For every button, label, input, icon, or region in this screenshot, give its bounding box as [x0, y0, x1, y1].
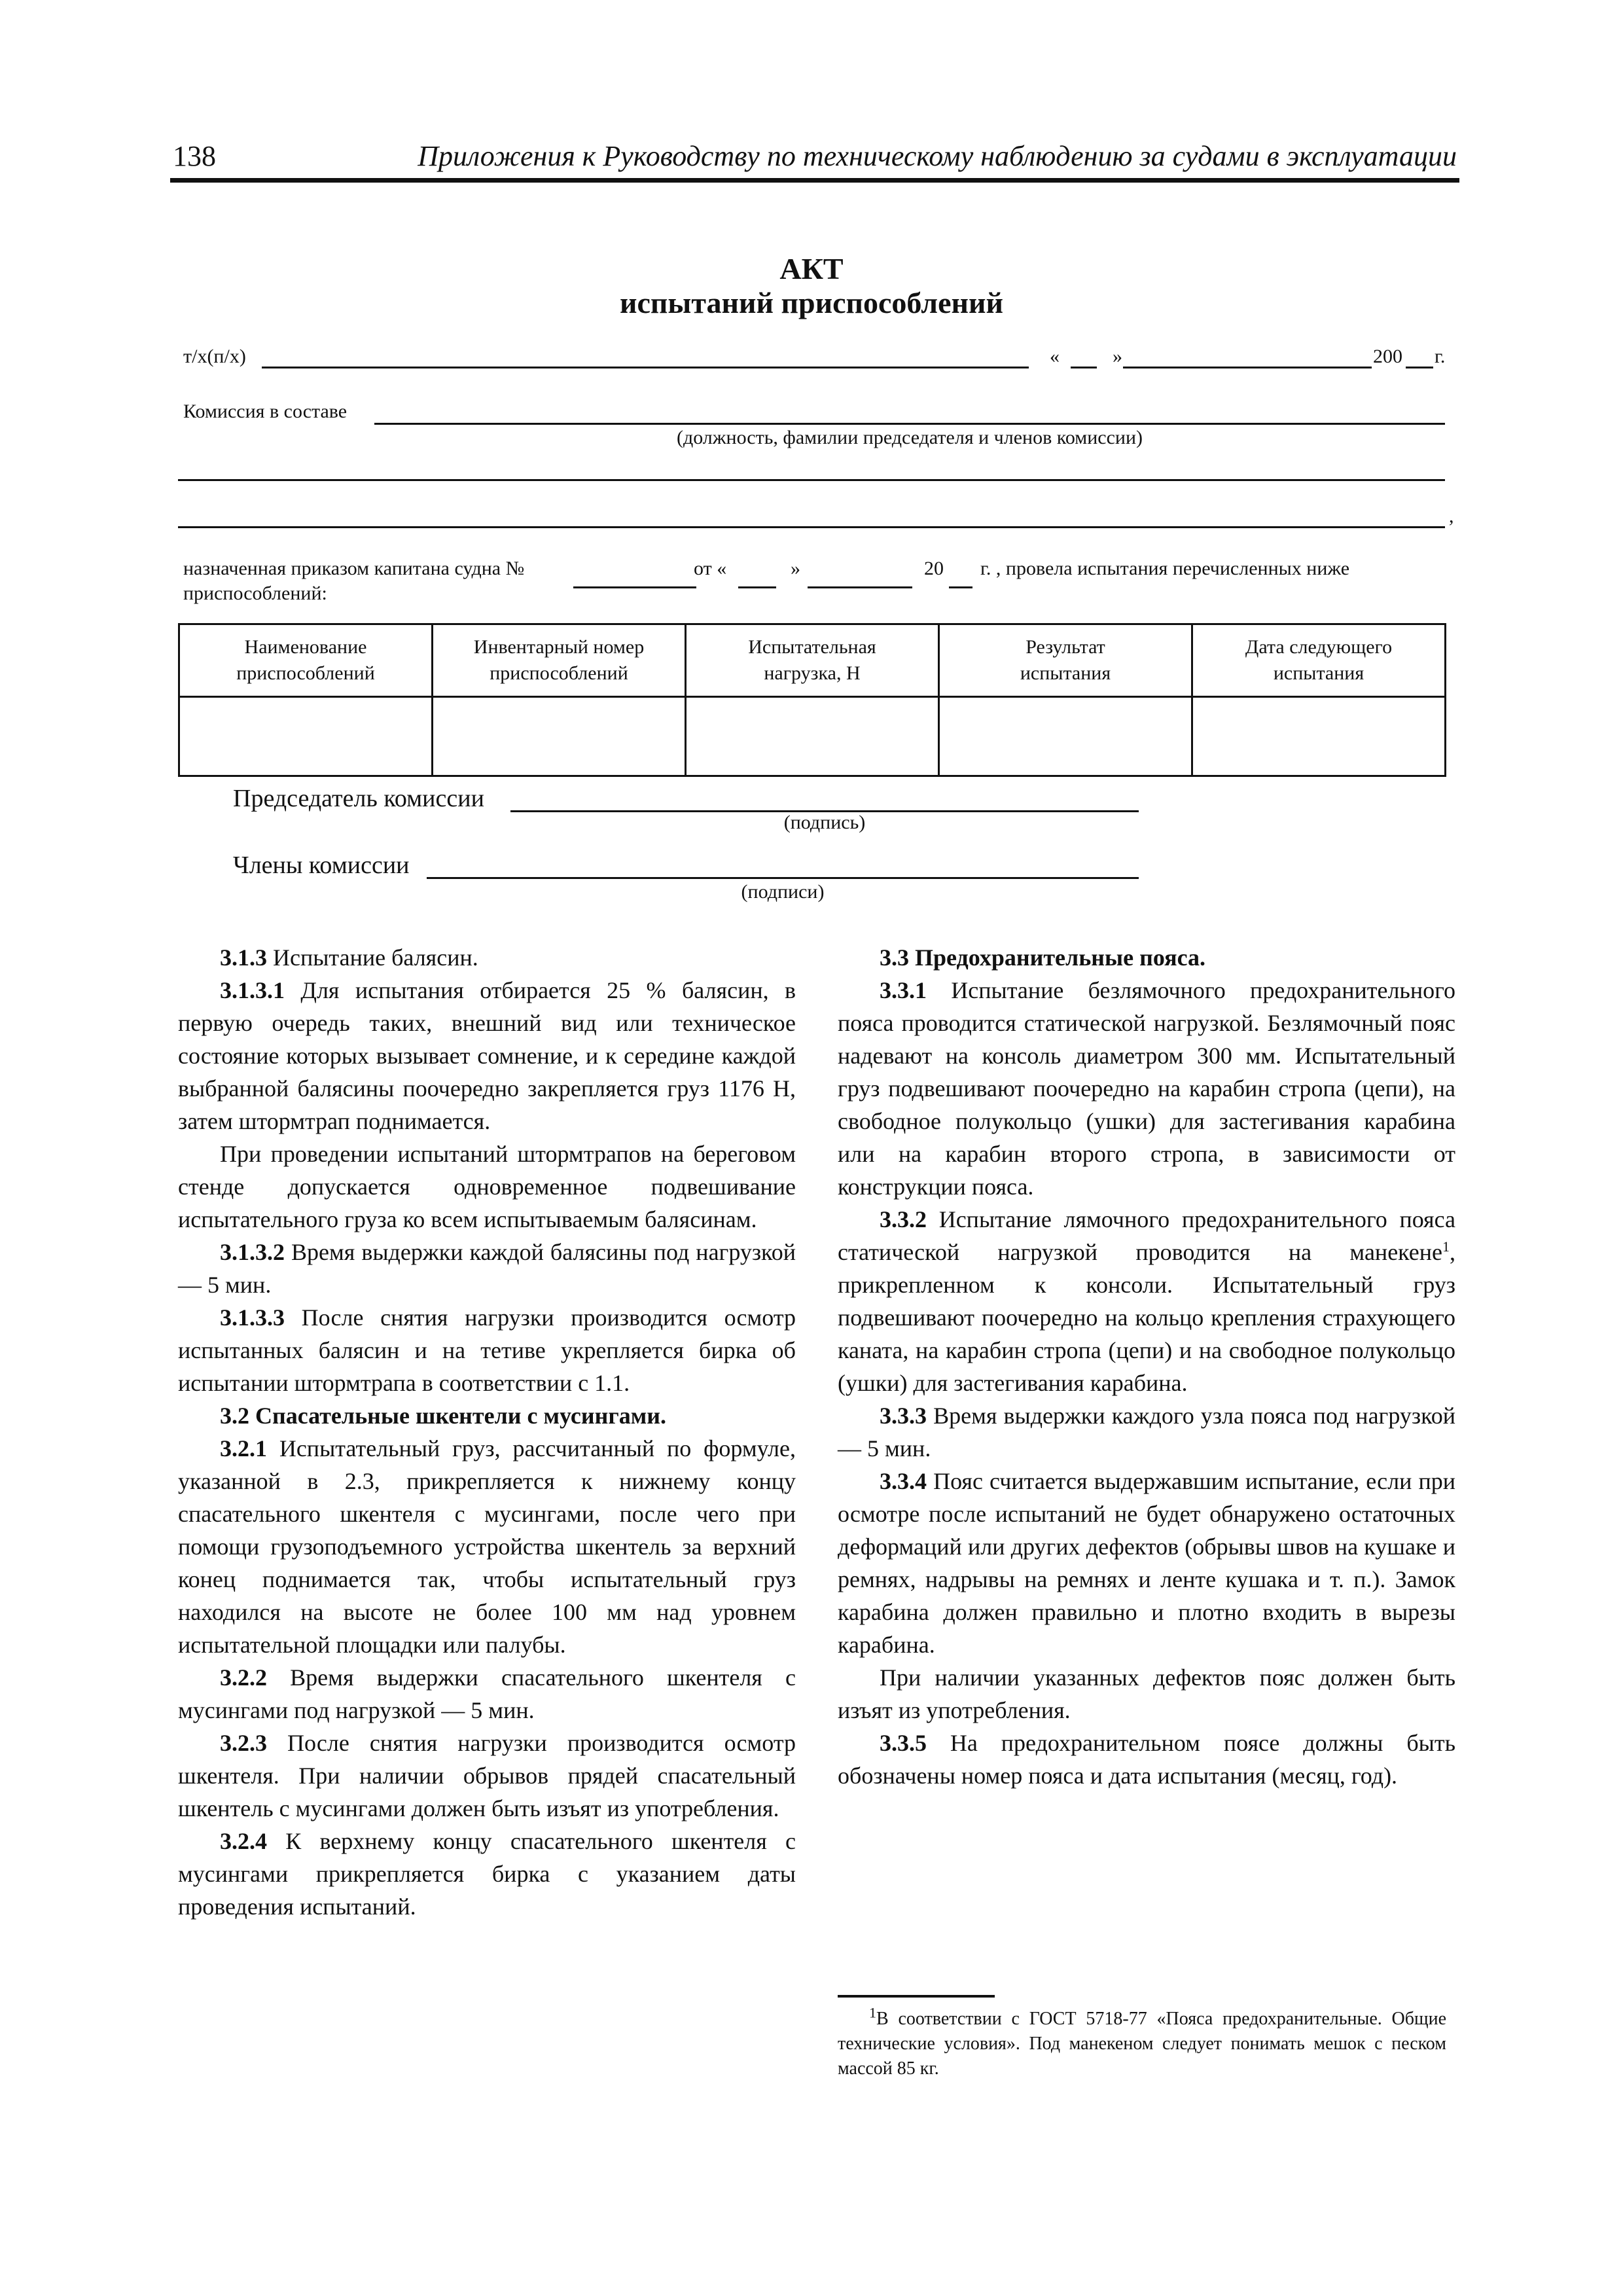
order-month-line[interactable] — [808, 586, 912, 588]
date-close-quote: » — [1113, 346, 1122, 367]
right-text-column — [838, 941, 1455, 1792]
table-header-row — [179, 624, 1446, 697]
para-defects: При наличии указанных дефектов пояс должен быть изъят из употребления. — [838, 1664, 1455, 1723]
para-3-3-2: 3.3.2 Испытание лямочного предохранительного пояса статической нагрузкой проводится на манекене$^1$, прикрепленном к консоли. Испытательный груз подвешивают поочередно на кольцо крепления страхующего каната, на карабин стропа (цепи) и на свободное полукольцо (ушки) для застегивания карабина. — [838, 1206, 1455, 1396]
date-month-line[interactable] — [1123, 367, 1372, 368]
date-day-line[interactable] — [1071, 367, 1097, 368]
table-header-inventory: Инвентарный номер приспособлений — [433, 624, 686, 697]
table-header-result: Результат испытания — [939, 624, 1192, 697]
order-day-line[interactable] — [738, 586, 776, 588]
table-header-load: Испытательная нагрузка, Н — [686, 624, 939, 697]
footnote-ref[interactable]: 1 — [1442, 1238, 1450, 1255]
para-3-3-1: 3.3.1 Испытание безлямочного предохранительного пояса проводится статической нагрузкой. Безлямочный пояс надевают на консоль диаметром 300 мм. Испытательный груз подвешивают поочередно на карабин стропа (цепи), на свободное полукольцо (ушки) для застегивания карабина или на карабин второго стропа, в зависимости от конструкции пояса. — [838, 977, 1455, 1200]
para-3-1-3-1: 3.1.3.1 Для испытания отбирается 25 % балясин, в первую очередь таких, внешний вид или техническое состояние которых вызывает сомнение, и к середине каждой выбранной балясины поочередно закрепляется груз 1176 Н, затем штормтрап поднимается. — [178, 977, 796, 1134]
commission-line-1[interactable] — [374, 423, 1445, 425]
form-title: АКТ — [779, 252, 844, 285]
members-label: Члены комиссии — [233, 852, 410, 879]
order-text-end: г. , провела испытания перечисленных ниже — [980, 558, 1350, 579]
form-subtitle: испытаний приспособлений — [619, 286, 1004, 319]
footnote — [838, 2004, 1446, 2081]
para-3-1-3: 3.1.3 Испытание балясин. — [220, 944, 478, 971]
order-text-start: назначенная приказом капитана судна № — [183, 558, 525, 579]
table-cell-next-date[interactable] — [1192, 697, 1446, 776]
members-signature-line[interactable] — [427, 877, 1139, 879]
chairman-caption: (подпись) — [783, 812, 866, 833]
para-3-2-2: 3.2.2 Время выдержки спасательного шкентеля с мусингами под нагрузкой — 5 мин. — [178, 1664, 796, 1723]
footnote-text: В соответствии с ГОСТ 5718-77 «Пояса предохранительные. Общие технические условия». Под манекеном следует понимать мешок с песком массой 85 кг. — [838, 2009, 1446, 2079]
order-number-line[interactable] — [573, 586, 696, 588]
ship-name-line[interactable] — [262, 367, 1029, 368]
footnote-separator — [838, 1995, 995, 1998]
chairman-label: Председатель комиссии — [233, 785, 484, 812]
running-header — [170, 136, 1459, 183]
commission-caption: (должность, фамилии председателя и членов комиссии) — [676, 427, 1143, 448]
commission-comma: , — [1449, 505, 1454, 527]
table-cell-inventory[interactable] — [433, 697, 686, 776]
para-3-2-4: 3.2.4 К верхнему концу спасательного шкентеля с мусингами прикрепляется бирка с указанием даты проведения испытаний. — [178, 1828, 796, 1920]
commission-line-3[interactable] — [178, 526, 1445, 528]
running-title: Приложения к Руководству по техническому наблюдению за судами в эксплуатации — [418, 140, 1457, 172]
table-cell-name[interactable] — [179, 697, 433, 776]
footnote-mark: 1 — [869, 2004, 876, 2021]
para-3-3-3: 3.3.3 Время выдержки каждого узла пояса под нагрузкой — 5 мин. — [838, 1403, 1455, 1462]
order-from-label: от « — [694, 558, 727, 579]
date-open-quote: « — [1050, 346, 1060, 367]
year-suffix: г. — [1435, 346, 1446, 367]
members-caption: (подписи) — [741, 881, 825, 903]
order-year-line[interactable] — [949, 586, 972, 588]
ship-label: т/х(п/х) — [183, 346, 246, 367]
para-shore-test: При проведении испытаний штормтрапов на береговом стенде допускается одновременное подвешивание испытательного груза ко всем испытываемым балясинам. — [178, 1141, 796, 1232]
para-3-3-4: 3.3.4 Пояс считается выдержавшим испытание, если при осмотре после испытаний не будет обнаружено остаточных деформаций или других дефектов (обрывы швов на кушаке и ремнях, надрывы на ремнях и ленте кушака и т. п.). Замок карабина должен правильно и плотно входить в вырезы карабина. — [838, 1468, 1455, 1658]
para-3-3-5: 3.3.5 На предохранительном поясе должны быть обозначены номер пояса и дата испытания (месяц, год). — [838, 1730, 1455, 1789]
order-close-quote: » — [791, 558, 800, 579]
table-cell-result[interactable] — [939, 697, 1192, 776]
table-header-name: Наименование приспособлений — [179, 624, 433, 697]
table-row — [179, 697, 1446, 776]
para-3-1-3-2: 3.1.3.2 Время выдержки каждой балясины под нагрузкой — 5 мин. — [178, 1239, 796, 1298]
order-text-tail: приспособлений: — [183, 583, 327, 604]
table-cell-load[interactable] — [686, 697, 939, 776]
year-line[interactable] — [1406, 367, 1433, 368]
commission-label: Комиссия в составе — [183, 401, 348, 422]
heading-3-2: 3.2 Спасательные шкентели с мусингами. — [220, 1403, 666, 1429]
page-number: 138 — [173, 140, 216, 172]
para-3-2-3: 3.2.3 После снятия нагрузки производится осмотр шкентеля. При наличии обрывов прядей спасательный шкентель с мусингами должен быть изъят из употребления. — [178, 1730, 796, 1821]
year-label: 200 — [1373, 346, 1402, 367]
left-text-column — [178, 941, 796, 1923]
table-header-next-date: Дата следующего испытания — [1192, 624, 1446, 697]
commission-line-2[interactable] — [178, 479, 1445, 481]
order-year-label: 20 — [924, 558, 944, 579]
fixtures-table — [178, 623, 1446, 777]
para-3-2-1: 3.2.1 Испытательный груз, рассчитанный по формуле, указанной в 2.3, прикрепляется к нижнему концу спасательного шкентеля с мусингами, после чего при помощи грузоподъемного устройства шкентель за верхний конец поднимается так, чтобы испытательный груз находился на высоте не более 100 мм над уровнем испытательной площадки или палубы. — [178, 1435, 796, 1658]
heading-3-3: 3.3 Предохранительные пояса. — [880, 944, 1206, 971]
para-3-1-3-3: 3.1.3.3 После снятия нагрузки производится осмотр испытанных балясин и на тетиве укрепляется бирка об испытании штормтрапа в соответствии с 1.1. — [178, 1304, 796, 1396]
